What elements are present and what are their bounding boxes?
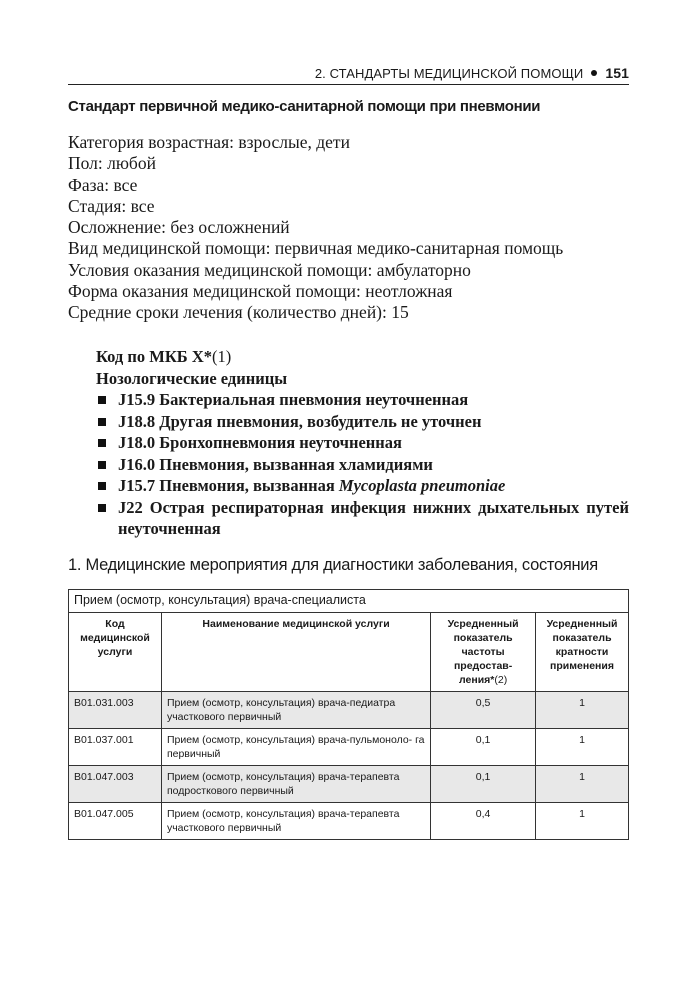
cell-frequency: 0,5	[431, 692, 536, 729]
icd-list-item: J16.0 Пневмония, вызванная хламидиями	[96, 454, 629, 476]
square-bullet-icon	[98, 461, 106, 469]
meta-line: Условия оказания медицинской помощи: амбулаторно	[68, 259, 471, 280]
running-header-section: 2. СТАНДАРТЫ МЕДИЦИНСКОЙ ПОМОЩИ	[314, 65, 584, 81]
icd-heading-text: Код по МКБ X*	[96, 347, 213, 366]
meta-line: Категория возрастная: взрослые, дети	[68, 132, 350, 152]
icd-list-item: J15.7 Пневмония, вызванная Mycoplasta pneumoniae	[96, 475, 629, 497]
header-code: Код медицинской услуги	[69, 613, 162, 692]
icd-heading	[96, 346, 629, 368]
icd-list-item: J18.8 Другая пневмония, возбудитель не уточнен	[96, 411, 629, 433]
cell-name: Прием (осмотр, консультация) врача-терапевта подросткового первичный	[161, 766, 430, 803]
header-name: Наименование медицинской услуги	[161, 613, 430, 692]
cell-name: Прием (осмотр, консультация) врача-педиатра участкового первичный	[161, 692, 430, 729]
cell-multiplicity: 1	[536, 692, 629, 729]
table-row	[69, 729, 629, 766]
icd-list-item: J22 Острая респираторная инфекция нижних дыхательных путей неуточненная	[96, 497, 629, 540]
cell-frequency: 0,1	[431, 729, 536, 766]
cell-code: B01.047.005	[69, 803, 162, 840]
table-row	[69, 692, 629, 729]
icd-list-item: J18.0 Бронхопневмония неуточненная	[96, 432, 629, 454]
page-number: 151	[605, 65, 629, 81]
running-header	[68, 62, 629, 85]
cell-name: Прием (осмотр, консультация) врача-пульмоноло- га первичный	[161, 729, 430, 766]
services-table	[68, 589, 629, 840]
table-row	[69, 803, 629, 840]
table-header-row	[69, 613, 629, 692]
header-multiplicity: Усредненный показатель кратности применения	[536, 613, 629, 692]
meta-line: Стадия: все	[68, 195, 155, 216]
cell-multiplicity: 1	[536, 729, 629, 766]
cell-frequency: 0,1	[431, 766, 536, 803]
icd-list	[96, 389, 629, 540]
meta-line: Форма оказания медицинской помощи: неотложная	[68, 281, 453, 302]
cell-code: B01.047.003	[69, 766, 162, 803]
header-frequency: Усредненный показатель частоты предостав- ления*(2)	[431, 613, 536, 692]
page-title: Стандарт первичной медико-санитарной помощи при пневмонии	[68, 98, 541, 115]
square-bullet-icon	[98, 418, 106, 426]
meta-line: Средние сроки лечения (количество дней): 15	[68, 302, 409, 323]
bullet-separator-icon	[591, 70, 597, 76]
standard-metadata	[68, 132, 563, 324]
cell-multiplicity: 1	[536, 803, 629, 840]
icd-list-item: J15.9 Бактериальная пневмония неуточненная	[96, 389, 629, 411]
meta-line: Фаза: все	[68, 174, 138, 195]
square-bullet-icon	[98, 396, 106, 404]
cell-frequency: 0,4	[431, 803, 536, 840]
icd-codes-block	[96, 346, 629, 540]
cell-name: Прием (осмотр, консультация) врача-терапевта участкового первичный	[161, 803, 430, 840]
cell-code: B01.031.003	[69, 692, 162, 729]
meta-line: Вид медицинской помощи: первичная медико-санитарная помощь	[68, 238, 564, 259]
icd-heading-note: (1)	[212, 347, 232, 366]
organism-name: Mycoplasta pneumoniae	[338, 476, 506, 495]
table-caption: Прием (осмотр, консультация) врача-специалиста	[69, 590, 629, 613]
meta-line: Осложнение: без осложнений	[68, 217, 290, 238]
section-title: 1. Медицинские мероприятия для диагностики заболевания, состояния	[68, 556, 598, 574]
cell-multiplicity: 1	[536, 766, 629, 803]
icd-subheading: Нозологические единицы	[96, 368, 288, 388]
square-bullet-icon	[98, 439, 106, 447]
meta-line: Пол: любой	[68, 153, 156, 174]
square-bullet-icon	[98, 504, 106, 512]
square-bullet-icon	[98, 482, 106, 490]
cell-code: B01.037.001	[69, 729, 162, 766]
table-row	[69, 766, 629, 803]
